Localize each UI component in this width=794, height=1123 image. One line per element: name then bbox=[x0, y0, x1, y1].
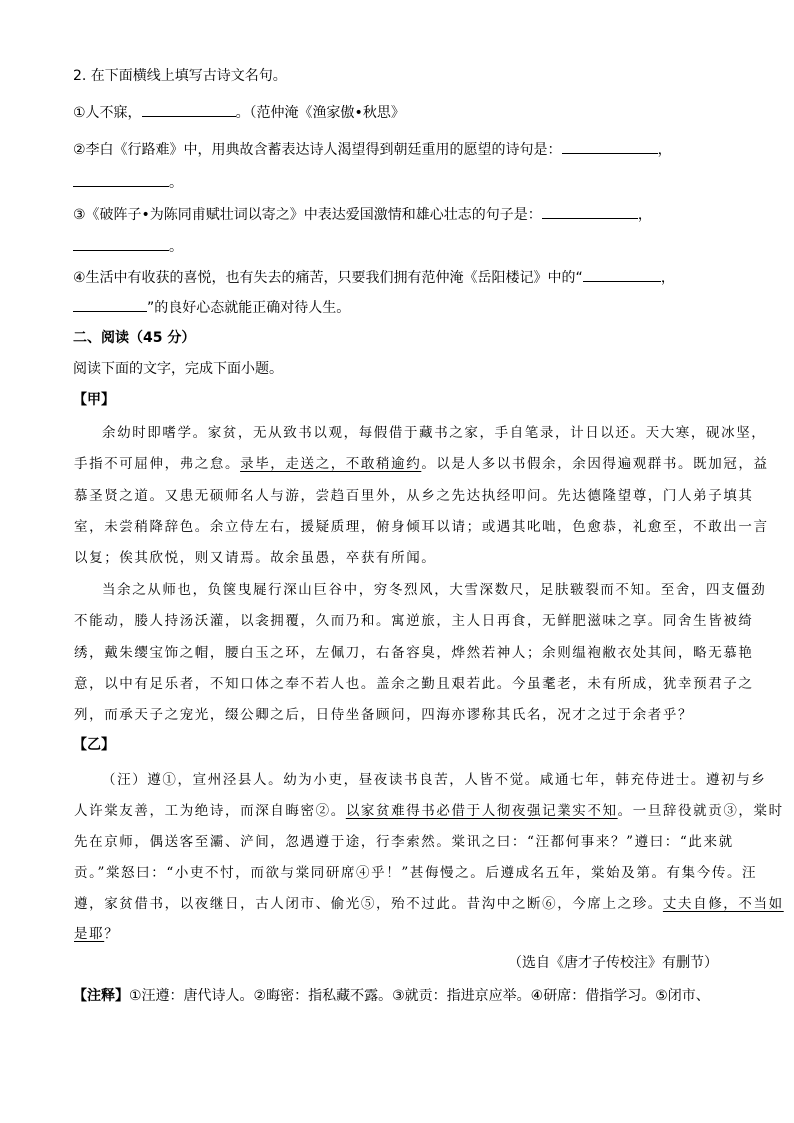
q2-item-3 bbox=[73, 205, 652, 224]
punct-comma: ， bbox=[637, 207, 652, 223]
passage-line bbox=[74, 802, 784, 820]
underlined-sentence: 录毕，走送之，不敢稍逾约 bbox=[240, 456, 422, 472]
notes bbox=[73, 987, 710, 1005]
q2-item-1-prefix: ①人不寐， bbox=[73, 105, 142, 121]
passage-line: 意，以中有足乐者，不知口体之奉不若人也。盖余之勤且艰若此。今虽耄老，未有所成，犹幸预君子之 bbox=[74, 676, 754, 692]
source-citation: （选自《唐才子传校注》有删节） bbox=[508, 955, 718, 971]
section-heading: 二、阅读（45 分） bbox=[73, 330, 196, 346]
passage-line: 当余之从师也，负箧曳屣行深山巨谷中，穷冬烈风，大雪深数尺，足肤皲裂而不知。至舍，四支僵劲 bbox=[102, 582, 767, 598]
underlined-sentence: 是耶 bbox=[74, 926, 105, 942]
passage-line bbox=[74, 925, 119, 943]
q2-item-3-cont bbox=[73, 237, 183, 256]
punct-period: 。 bbox=[169, 175, 183, 191]
q2-item-4-text-b: ”的良好心态就能正确对待人生。 bbox=[147, 300, 351, 316]
q2-item-3-prefix: ③《破阵子•为陈同甫赋壮词以寄之》中表达爱国激情和雄心壮志的句子是： bbox=[73, 207, 542, 223]
q2-item-1-suffix: 。（范仲淹《渔家傲•秋思》 bbox=[235, 105, 405, 121]
answer-blank[interactable] bbox=[73, 298, 147, 312]
answer-blank[interactable] bbox=[73, 173, 169, 187]
passage-jia-label: 【甲】 bbox=[73, 392, 115, 408]
q2-item-2-prefix: ②李白《行路难》中，用典故含蓄表达诗人渴望得到朝廷重用的愿望的诗句是： bbox=[73, 142, 562, 158]
punct-period: 。 bbox=[169, 239, 183, 255]
section-instruction: 阅读下面的文字，完成下面小题。 bbox=[73, 361, 283, 377]
passage-line: 余幼时即嗜学。家贫，无从致书以观，每假借于藏书之家，手自笔录，计日以还。天大寒，砚冰坚， bbox=[102, 425, 767, 441]
q2-item-2 bbox=[73, 140, 672, 159]
answer-blank[interactable] bbox=[142, 103, 236, 117]
q2-item-4-cont bbox=[73, 298, 350, 317]
q2-item-4 bbox=[73, 268, 675, 287]
punct-comma: ， bbox=[660, 270, 675, 286]
notes-text: ①汪遵：唐代诗人。②晦密：指私藏不露。③就贡：指进京应举。④研席：借指学习。⑤闭市、 bbox=[129, 988, 710, 1004]
answer-blank[interactable] bbox=[583, 268, 661, 282]
passage-text: 遵，家贫借书，以夜继日，古人闭市、偷光⑤，殆不过此。昔沟中之断⑥，今席上之珍。 bbox=[74, 896, 663, 912]
passage-line: 以复；俟其欣悦，则又请焉。故余虽愚，卒获有所闻。 bbox=[74, 550, 437, 566]
passage-text: 手指不可屈伸，弗之怠。 bbox=[74, 456, 241, 472]
passage-line: 先在京师，偶送客至灞、浐间，忽遇遵于途，行李索然。棠讯之曰：“汪都何事来？”遵曰：“此来就 bbox=[74, 834, 734, 850]
answer-blank[interactable] bbox=[73, 237, 169, 251]
passage-text: 。一旦辞役就贡③，棠时 bbox=[617, 803, 784, 819]
passage-line: 绣，戴朱缨宝饰之帽，腰白玉之环，左佩刀，右备容臭，烨然若神人；余则缊袍敝衣处其间，略无慕艳 bbox=[74, 645, 754, 661]
q2-item-2-cont bbox=[73, 173, 183, 192]
underlined-sentence: 以家贫难得书必借于人彻夜强记業实不知 bbox=[345, 803, 618, 819]
passage-line bbox=[74, 455, 769, 473]
passage-line: 不能动，媵人持汤沃灌，以衾拥覆，久而乃和。寓逆旅，主人日再食，无鲜肥滋味之享。同舍生皆被绮 bbox=[74, 613, 754, 629]
passage-line: 室，未尝稍降辞色。余立侍左右，援疑质理，俯身倾耳以请；或遇其叱咄，色愈恭，礼愈至，不敢出一言 bbox=[74, 519, 769, 535]
passage-line: 列，而承天子之宠光，缀公卿之后，日侍坐备顾问，四海亦谬称其氏名，况才之过于余者乎？ bbox=[74, 707, 694, 723]
q2-item-4-text-a: ④生活中有收获的喜悦，也有失去的痛苦，只要我们拥有范仲淹《岳阳楼记》中的“ bbox=[73, 270, 583, 286]
passage-text: ？ bbox=[104, 926, 120, 942]
passage-text: 人许棠友善，工为绝诗，而深自晦密②。 bbox=[74, 803, 346, 819]
notes-label: 【注释】 bbox=[73, 988, 129, 1004]
passage-text: 。以是人多以书假余，余因得遍观群书。既加冠，益 bbox=[421, 456, 769, 472]
q2-item-1 bbox=[73, 103, 405, 122]
q2-title: 2. 在下面横线上填写古诗文名句。 bbox=[73, 68, 287, 84]
punct-comma: ， bbox=[657, 142, 672, 158]
answer-blank[interactable] bbox=[542, 205, 638, 219]
passage-line bbox=[74, 895, 784, 913]
passage-line: （汪）遵①，宣州泾县人。幼为小吏，昼夜读书良苦，人皆不觉。咸通七年，韩充侍进士。遵初与乡 bbox=[102, 772, 767, 788]
passage-line: 慕圣贤之道。又患无硕师名人与游，尝趋百里外，从乡之先达执经叩问。先达德隆望尊，门人弟子填其 bbox=[74, 488, 754, 504]
passage-yi-label: 【乙】 bbox=[73, 737, 115, 753]
passage-line: 贡。”棠怒曰：“小吏不忖，而欲与棠同研席④乎！”甚侮慢之。后遵成名五年，棠始及第。有集今传。汪 bbox=[74, 865, 758, 881]
underlined-sentence: 丈夫自修，不当如 bbox=[662, 896, 784, 912]
answer-blank[interactable] bbox=[562, 140, 658, 154]
